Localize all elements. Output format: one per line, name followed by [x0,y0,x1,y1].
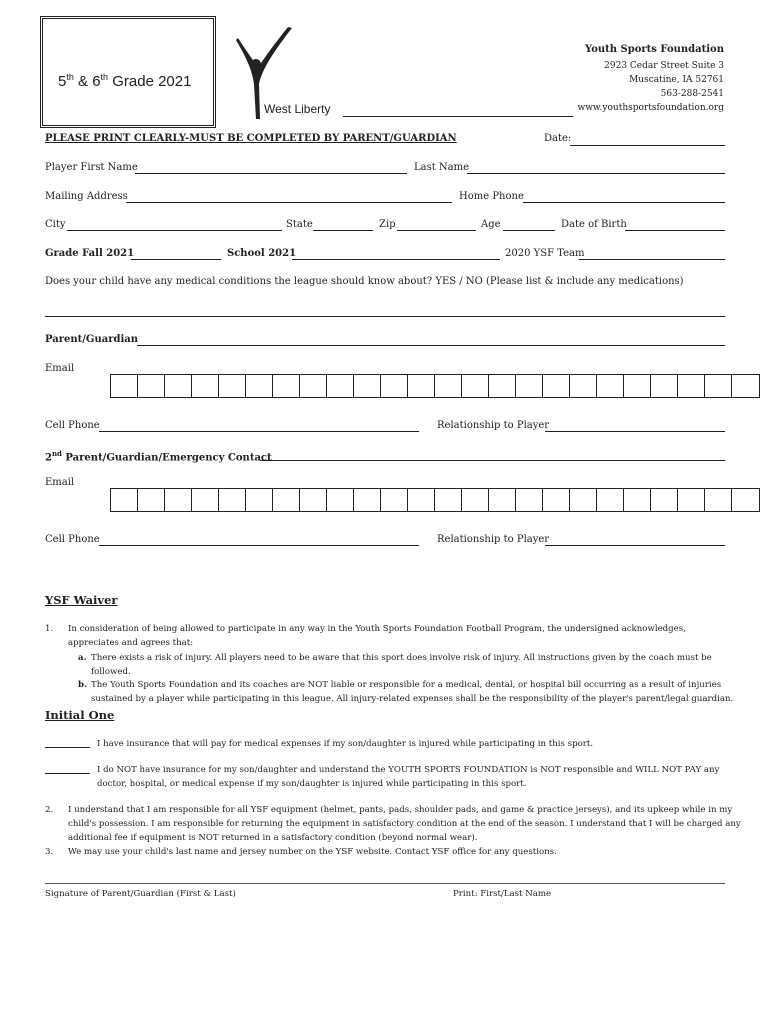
signature-label: Signature of Parent/Guardian (First & Last) [45,889,236,899]
org-address-1: 2923 Cedar Street Suite 3 [604,61,724,71]
team-field[interactable] [579,259,725,260]
email-boxes-1[interactable] [110,374,760,398]
second-parent-label: 2nd Parent/Guardian/Emergency Contact [45,449,272,464]
cell-phone-field-1[interactable] [99,431,419,432]
school-label: School 2021 [227,248,297,259]
waiver-heading: YSF Waiver [45,593,118,607]
last-name-field[interactable] [467,173,725,174]
relationship-field-2[interactable] [545,545,725,546]
zip-field[interactable] [397,230,476,231]
item1-line2: appreciates and agrees that: [68,638,194,648]
zip-label: Zip [379,219,396,230]
item1a-line1: There exists a risk of injury. All players need to be aware that this sport does involve risk of injury. All instructions given by the coach must be [91,653,712,663]
home-phone-field[interactable] [523,202,725,203]
item1-line1: In consideration of being allowed to participate in any way in the Youth Sports Foundation Football Program, the undersigned acknowledges, [68,624,686,634]
dob-label: Date of Birth [561,219,627,230]
city-label: City [45,219,66,230]
location-label: West Liberty [264,102,331,116]
initial-no-insurance-field[interactable] [45,773,90,774]
item1b-line2: sustained by a player while participating in this league. All injury-related expenses shall be the responsibility of the player's parent/legal guardian. [91,694,734,704]
org-name: Youth Sports Foundation [584,44,724,55]
player-first-name-label: Player First Name [45,162,138,173]
email-label-1: Email [45,363,75,374]
date-field[interactable] [570,145,725,146]
initial-option2-line1: I do NOT have insurance for my son/daughter and understand the YOUTH SPORTS FOUNDATION is NOT responsible and WILL NOT PAY any [97,765,720,775]
cell-phone-field-2[interactable] [99,545,419,546]
location-line[interactable] [343,116,573,117]
grade-field[interactable] [131,259,221,260]
medical-conditions-field[interactable] [45,316,725,317]
item1a-letter: a. [78,653,87,663]
mailing-address-label: Mailing Address [45,191,128,202]
cell-phone-label-1: Cell Phone [45,420,100,431]
email-label-2: Email [45,477,75,488]
item2-number: 2. [45,805,54,815]
signature-line[interactable] [45,883,725,884]
org-phone: 563-288-2541 [660,89,724,99]
page-title: 5th & 6th Grade 2021 [58,72,192,90]
item3-number: 3. [45,847,54,857]
city-field[interactable] [67,230,282,231]
age-label: Age [481,219,501,230]
print-name-label: Print: First/Last Name [453,889,552,899]
relationship-label-1: Relationship to Player [437,420,550,431]
item2-line1: I understand that I am responsible for all YSF equipment (helmet, pants, pads, shoulder pads, and game & practice jerseys), and its upkeep while in my [68,805,733,815]
instruction-text: PLEASE PRINT CLEARLY-MUST BE COMPLETED BY PARENT/GUARDIAN [45,133,457,144]
item1a-line2: followed. [91,667,131,677]
age-field[interactable] [503,230,555,231]
item1-number: 1. [45,624,54,634]
org-website: www.youthsportsfoundation.org [577,103,724,113]
relationship-field-1[interactable] [545,431,725,432]
grade-label: Grade Fall 2021 [45,248,135,259]
dob-field[interactable] [625,230,725,231]
medical-question: Does your child have any medical conditions the league should know about? YES / NO (Please list & include any medications) [45,276,684,287]
item3-line1: We may use your child's last name and jersey number on the YSF website. Contact YSF office for any questions. [68,847,557,857]
relationship-label-2: Relationship to Player [437,534,550,545]
parent-guardian-field[interactable] [137,345,725,346]
initial-one-heading: Initial One [45,708,115,722]
school-field[interactable] [292,259,500,260]
player-first-name-field[interactable] [135,173,407,174]
item2-line3: additional fee if equipment is NOT returned in a satisfactory condition (beyond normal wear). [68,833,478,843]
email-boxes-2[interactable] [110,488,760,512]
item2-line2: child's possession. I am responsible for returning the equipment in satisfactory condition at the end of the season. I understand that I will be charged any [68,819,741,829]
team-label: 2020 YSF Team [505,248,585,259]
mailing-address-field[interactable] [126,202,452,203]
item1b-line1: The Youth Sports Foundation and its coaches are NOT liable or responsible for a medical, dental, or hospital bill occurring as a result of injuries [91,680,722,690]
date-label: Date: [544,133,572,144]
org-address-2: Muscatine, IA 52761 [629,75,724,85]
state-label: State [286,219,313,230]
state-field[interactable] [313,230,373,231]
last-name-label: Last Name [414,162,470,173]
cell-phone-label-2: Cell Phone [45,534,100,545]
parent-guardian-label: Parent/Guardian [45,334,139,345]
home-phone-label: Home Phone [459,191,524,202]
second-parent-field[interactable] [260,460,725,461]
item1b-letter: b. [78,680,88,690]
initial-insurance-field[interactable] [45,747,90,748]
initial-option1: I have insurance that will pay for medical expenses if my son/daughter is injured while participating in this sport. [97,739,594,749]
initial-option2-line2: doctor, hospital, or medical expense if my son/daughter is injured while participating in this sport. [97,779,527,789]
